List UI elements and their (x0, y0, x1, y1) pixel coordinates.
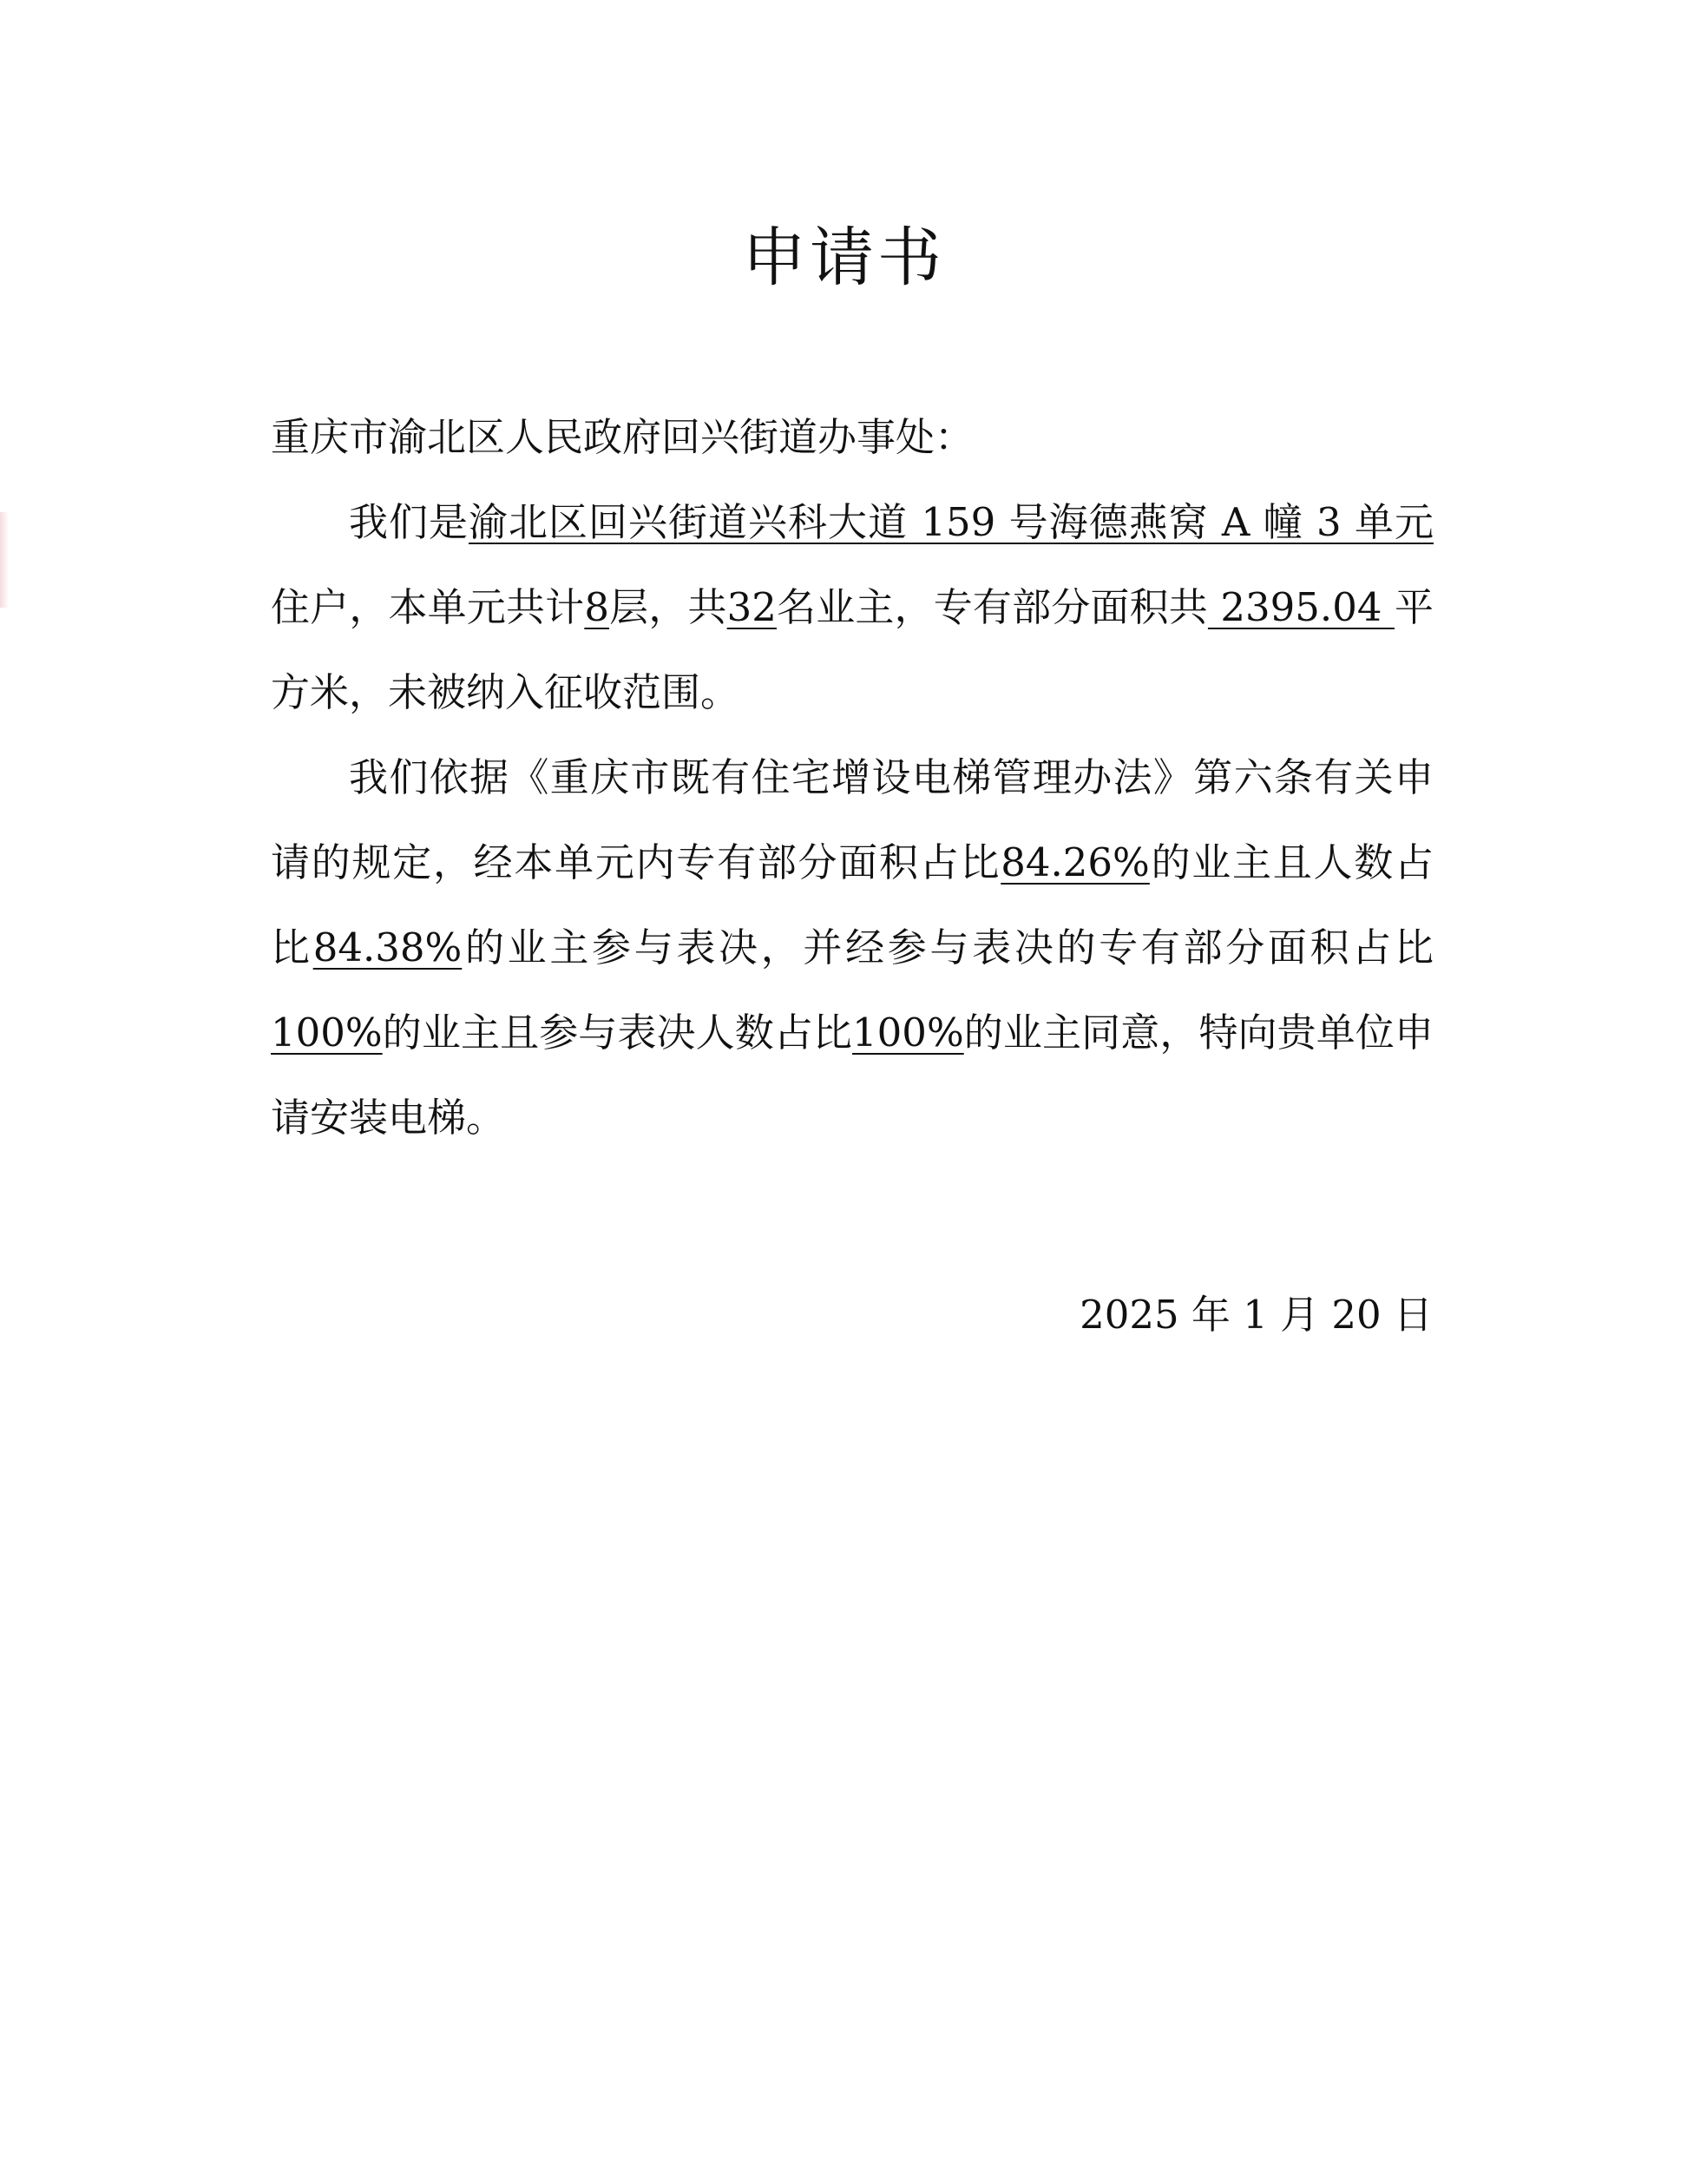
agree-people-ratio-value: 100% (852, 1010, 964, 1056)
paragraph-residence (271, 480, 1434, 735)
text-segment: 层，共 (608, 584, 727, 630)
document-title: 申请书 (742, 220, 945, 295)
text-segment: 的业主且参与表决人数占比 (382, 1010, 853, 1056)
salutation: 重庆市渝北区人民政府回兴街道办事处： (271, 414, 975, 460)
people-ratio-value: 84.38% (312, 924, 463, 970)
text-segment: 的业主且人数占比 (271, 839, 1434, 970)
text-segment: 的业主同意，特向贵单位申请安装电梯。 (271, 1010, 1434, 1141)
address-underlined: 渝北区回兴街道兴科大道 159 号海德燕窝 A 幢 3 单元 (469, 499, 1434, 545)
document-body (271, 395, 1434, 1161)
document-date: 2025 年 1 月 20 日 (1080, 1292, 1433, 1338)
paragraph-request (271, 735, 1434, 1161)
area-ratio-value: 84.26% (1001, 839, 1150, 885)
scan-edge-mark (0, 512, 9, 608)
text-segment: 我们依据《重庆市既有住宅增设电梯管理办法》第六条有关申请的规定，经本单元内专有部分面积占比 (271, 754, 1434, 885)
floors-value: 8 (584, 584, 609, 630)
text-segment: 名业主，专有部分面积共 (776, 584, 1208, 630)
text-segment: 的业主参与表决，并经参与表决的专有部分面积占比 (462, 924, 1434, 970)
owners-value: 32 (726, 584, 777, 630)
text-segment: 平方米，未被纳入征收范围。 (271, 584, 1434, 715)
agree-area-ratio-value: 100% (271, 1010, 383, 1056)
area-value: 2395.04 (1207, 584, 1395, 630)
text-segment: 我们是 (349, 499, 469, 545)
text-segment: 住户，本单元共计 (271, 584, 585, 630)
